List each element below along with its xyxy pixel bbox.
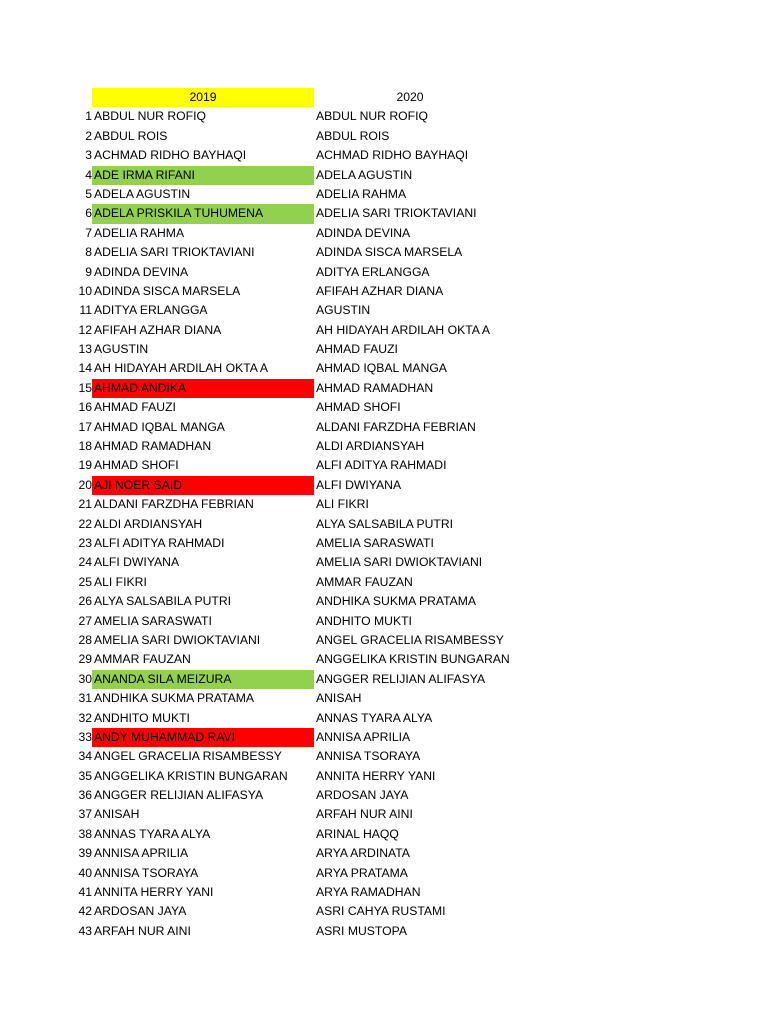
row-number: 13 <box>78 342 92 357</box>
table-row <box>72 185 552 204</box>
name-2020-cell: ADELA AGUSTIN <box>316 167 413 182</box>
name-2019-cell: ACHMAD RIDHO BAYHAQI <box>94 148 247 163</box>
name-2019-cell: ALI FIKRI <box>94 574 147 589</box>
name-2020-cell: ALI FIKRI <box>316 497 369 512</box>
row-number: 12 <box>78 322 92 337</box>
row-number: 18 <box>78 439 92 454</box>
name-2020-cell: ANNISA APRILIA <box>316 729 411 744</box>
name-2020-cell: ANDHIKA SUKMA PRATAMA <box>316 594 477 609</box>
name-2019-cell: ALDI ARDIANSYAH <box>94 516 203 531</box>
row-number: 9 <box>85 264 92 279</box>
name-2020-cell: AH HIDAYAH ARDILAH OKTA A <box>316 322 491 337</box>
name-2019-cell: AMELIA SARASWATI <box>94 613 212 628</box>
name-2020-cell: AMMAR FAUZAN <box>316 574 413 589</box>
name-2019-cell: ANGGER RELIJIAN ALIFASYA <box>94 788 264 803</box>
name-2020-cell: ARDOSAN JAYA <box>316 788 409 803</box>
name-2019-cell: ADITYA ERLANGGA <box>94 303 208 318</box>
table-row <box>72 146 552 165</box>
name-2019-cell: AHMAD ANDIKA <box>92 379 314 398</box>
table-row <box>72 689 552 708</box>
row-number: 17 <box>78 419 92 434</box>
name-2019-cell: ANDHITO MUKTI <box>94 710 190 725</box>
table-row <box>72 767 552 786</box>
row-number: 32 <box>78 710 92 725</box>
name-2020-cell: ALDI ARDIANSYAH <box>316 439 425 454</box>
row-number: 22 <box>78 516 92 531</box>
table-row <box>72 379 552 398</box>
table-row <box>72 612 552 631</box>
table-row <box>72 321 552 340</box>
row-number: 14 <box>78 361 92 376</box>
name-2020-cell: AMELIA SARI DWIOKTAVIANI <box>316 555 483 570</box>
name-2019-cell: ADELIA RAHMA <box>94 225 185 240</box>
table-row <box>72 902 552 921</box>
table-row <box>72 825 552 844</box>
table-row <box>72 301 552 320</box>
row-number: 37 <box>78 807 92 822</box>
name-2019-cell: AFIFAH AZHAR DIANA <box>94 322 222 337</box>
name-2020-cell: ALDANI FARZDHA FEBRIAN <box>316 419 476 434</box>
table-row <box>72 263 552 282</box>
table-row <box>72 534 552 553</box>
name-2019-cell: ADELIA SARI TRIOKTAVIANI <box>94 245 255 260</box>
row-number: 40 <box>78 865 92 880</box>
row-number: 5 <box>85 186 92 201</box>
name-2020-cell: AMELIA SARASWATI <box>316 535 434 550</box>
table-row <box>72 418 552 437</box>
name-2020-cell: ADINDA DEVINA <box>316 225 411 240</box>
row-number: 41 <box>78 885 92 900</box>
name-rows <box>72 107 552 941</box>
name-2019-cell: ANNAS TYARA ALYA <box>94 826 211 841</box>
name-2020-cell: AHMAD SHOFI <box>316 400 401 415</box>
name-2019-cell: ADINDA SISCA MARSELA <box>94 283 241 298</box>
name-2020-cell: ADELIA RAHMA <box>316 186 407 201</box>
name-2019-cell: AHMAD SHOFI <box>94 458 179 473</box>
name-2019-cell: AMELIA SARI DWIOKTAVIANI <box>94 632 261 647</box>
name-2020-cell: ARYA RAMADHAN <box>316 885 421 900</box>
table-row <box>72 495 552 514</box>
name-2019-cell: ALFI ADITYA RAHMADI <box>94 535 225 550</box>
table-row <box>72 282 552 301</box>
row-number: 25 <box>78 574 92 589</box>
row-number: 16 <box>78 400 92 415</box>
table-row <box>72 398 552 417</box>
row-number: 39 <box>78 846 92 861</box>
row-number: 20 <box>78 477 92 492</box>
name-2020-cell: AFIFAH AZHAR DIANA <box>316 283 444 298</box>
name-2019-cell: ALFI DWIYANA <box>94 555 180 570</box>
table-row <box>72 456 552 475</box>
row-number: 29 <box>78 652 92 667</box>
table-row <box>72 747 552 766</box>
table-row <box>72 476 552 495</box>
table-row <box>72 107 552 126</box>
row-number: 23 <box>78 535 92 550</box>
row-number: 11 <box>79 303 92 318</box>
name-2020-cell: AGUSTIN <box>316 303 371 318</box>
name-2019-cell: ANGEL GRACELIA RISAMBESSY <box>94 749 282 764</box>
row-number: 28 <box>78 632 92 647</box>
row-number: 30 <box>78 671 92 686</box>
name-2020-cell: ADITYA ERLANGGA <box>316 264 430 279</box>
table-row <box>72 340 552 359</box>
row-number: 36 <box>78 788 92 803</box>
row-number: 27 <box>78 613 92 628</box>
table-row <box>72 243 552 262</box>
row-number: 1 <box>85 109 92 124</box>
name-2020-cell: ARFAH NUR AINI <box>316 807 413 822</box>
name-2020-cell: ALFI ADITYA RAHMADI <box>316 458 447 473</box>
name-2019-cell: ADELA AGUSTIN <box>94 186 191 201</box>
row-number: 6 <box>85 206 92 221</box>
name-2019-cell: ANNISA APRILIA <box>94 846 189 861</box>
row-number: 4 <box>85 167 92 182</box>
name-2020-cell: ADINDA SISCA MARSELA <box>316 245 463 260</box>
name-2020-cell: ANNAS TYARA ALYA <box>316 710 433 725</box>
name-2019-cell: AMMAR FAUZAN <box>94 652 191 667</box>
row-number: 38 <box>78 826 92 841</box>
header-row <box>72 88 552 107</box>
name-2020-cell: ALYA SALSABILA PUTRI <box>316 516 454 531</box>
table-row <box>72 204 552 223</box>
name-2020-cell: ANDHITO MUKTI <box>316 613 412 628</box>
row-number: 2 <box>85 128 92 143</box>
row-number: 34 <box>78 749 92 764</box>
table-row <box>72 592 552 611</box>
name-2020-cell: ARYA ARDINATA <box>316 846 410 861</box>
row-number: 21 <box>78 497 92 512</box>
table-row <box>72 883 552 902</box>
table-row <box>72 631 552 650</box>
name-2019-cell: ANDY MUHAMMAD RAVI <box>92 728 314 747</box>
row-number: 8 <box>85 245 92 260</box>
name-2020-cell: AHMAD RAMADHAN <box>316 380 434 395</box>
name-2019-cell: ARDOSAN JAYA <box>94 904 187 919</box>
name-2020-cell: AHMAD IQBAL MANGA <box>316 361 447 376</box>
name-2020-cell: ASRI CAHYA RUSTAMI <box>316 904 446 919</box>
table-row <box>72 359 552 378</box>
name-2020-cell: ANGGELIKA KRISTIN BUNGARAN <box>316 652 510 667</box>
name-2020-cell: ANISAH <box>316 691 362 706</box>
table-row <box>72 127 552 146</box>
name-2019-cell: ADINDA DEVINA <box>94 264 189 279</box>
name-2020-cell: AHMAD FAUZI <box>316 342 398 357</box>
name-2019-cell: ALDANI FARZDHA FEBRIAN <box>94 497 254 512</box>
table-row <box>72 515 552 534</box>
name-2020-cell: ARYA PRATAMA <box>316 865 408 880</box>
name-2019-cell: ANISAH <box>94 807 140 822</box>
row-number: 3 <box>85 148 92 163</box>
header-2020: 2020 <box>396 90 424 104</box>
table-row <box>72 650 552 669</box>
name-2019-cell: AHMAD FAUZI <box>94 400 176 415</box>
name-2019-cell: ANNITA HERRY YANI <box>94 885 214 900</box>
table-row <box>72 437 552 456</box>
name-2019-cell: ANANDA SILA MEIZURA <box>92 670 314 689</box>
name-2019-cell: ANGGELIKA KRISTIN BUNGARAN <box>94 768 288 783</box>
row-number: 26 <box>78 594 92 609</box>
row-number: 15 <box>78 380 92 395</box>
name-2020-cell: ANNITA HERRY YANI <box>316 768 436 783</box>
row-number: 33 <box>78 729 92 744</box>
table-row <box>72 922 552 941</box>
name-2020-cell: ANGEL GRACELIA RISAMBESSY <box>316 632 504 647</box>
name-2020-cell: ASRI MUSTOPA <box>316 923 407 938</box>
row-number: 24 <box>78 555 92 570</box>
name-2020-cell: ADELIA SARI TRIOKTAVIANI <box>316 206 477 221</box>
name-2019-cell: ANDHIKA SUKMA PRATAMA <box>94 691 255 706</box>
name-2019-cell: AJI NOER SAID <box>92 476 314 495</box>
row-number: 10 <box>78 283 92 298</box>
name-2020-cell: ANNISA TSORAYA <box>316 749 421 764</box>
name-2020-cell: ACHMAD RIDHO BAYHAQI <box>316 148 469 163</box>
name-2019-cell: ADELA PRISKILA TUHUMENA <box>92 204 314 223</box>
table-row <box>72 844 552 863</box>
name-2019-cell: AH HIDAYAH ARDILAH OKTA A <box>94 361 269 376</box>
table-row <box>72 553 552 572</box>
name-2019-cell: ARFAH NUR AINI <box>94 923 191 938</box>
table-row <box>72 864 552 883</box>
table-row <box>72 166 552 185</box>
table-row <box>72 709 552 728</box>
name-2020-cell: ABDUL NUR ROFIQ <box>316 109 428 124</box>
row-number: 7 <box>85 225 92 240</box>
name-2019-cell: ADE IRMA RIFANI <box>92 166 314 185</box>
name-comparison-sheet <box>72 88 552 941</box>
row-number: 19 <box>78 458 92 473</box>
name-2020-cell: ABDUL ROIS <box>316 128 390 143</box>
name-2019-cell: AHMAD IQBAL MANGA <box>94 419 225 434</box>
row-number: 31 <box>78 691 92 706</box>
table-row <box>72 670 552 689</box>
row-number: 43 <box>78 923 92 938</box>
name-2020-cell: ANGGER RELIJIAN ALIFASYA <box>316 671 486 686</box>
table-row <box>72 573 552 592</box>
name-2020-cell: ALFI DWIYANA <box>316 477 402 492</box>
name-2019-cell: ABDUL NUR ROFIQ <box>94 109 206 124</box>
name-2019-cell: ABDUL ROIS <box>94 128 168 143</box>
table-row <box>72 786 552 805</box>
name-2019-cell: ANNISA TSORAYA <box>94 865 199 880</box>
name-2019-cell: AHMAD RAMADHAN <box>94 439 212 454</box>
row-number: 35 <box>78 768 92 783</box>
name-2020-cell: ARINAL HAQQ <box>316 826 399 841</box>
table-row <box>72 728 552 747</box>
name-2019-cell: ALYA SALSABILA PUTRI <box>94 594 232 609</box>
table-row <box>72 224 552 243</box>
name-2019-cell: AGUSTIN <box>94 342 149 357</box>
header-2019: 2019 <box>92 88 314 107</box>
row-number: 42 <box>78 904 92 919</box>
table-row <box>72 805 552 824</box>
